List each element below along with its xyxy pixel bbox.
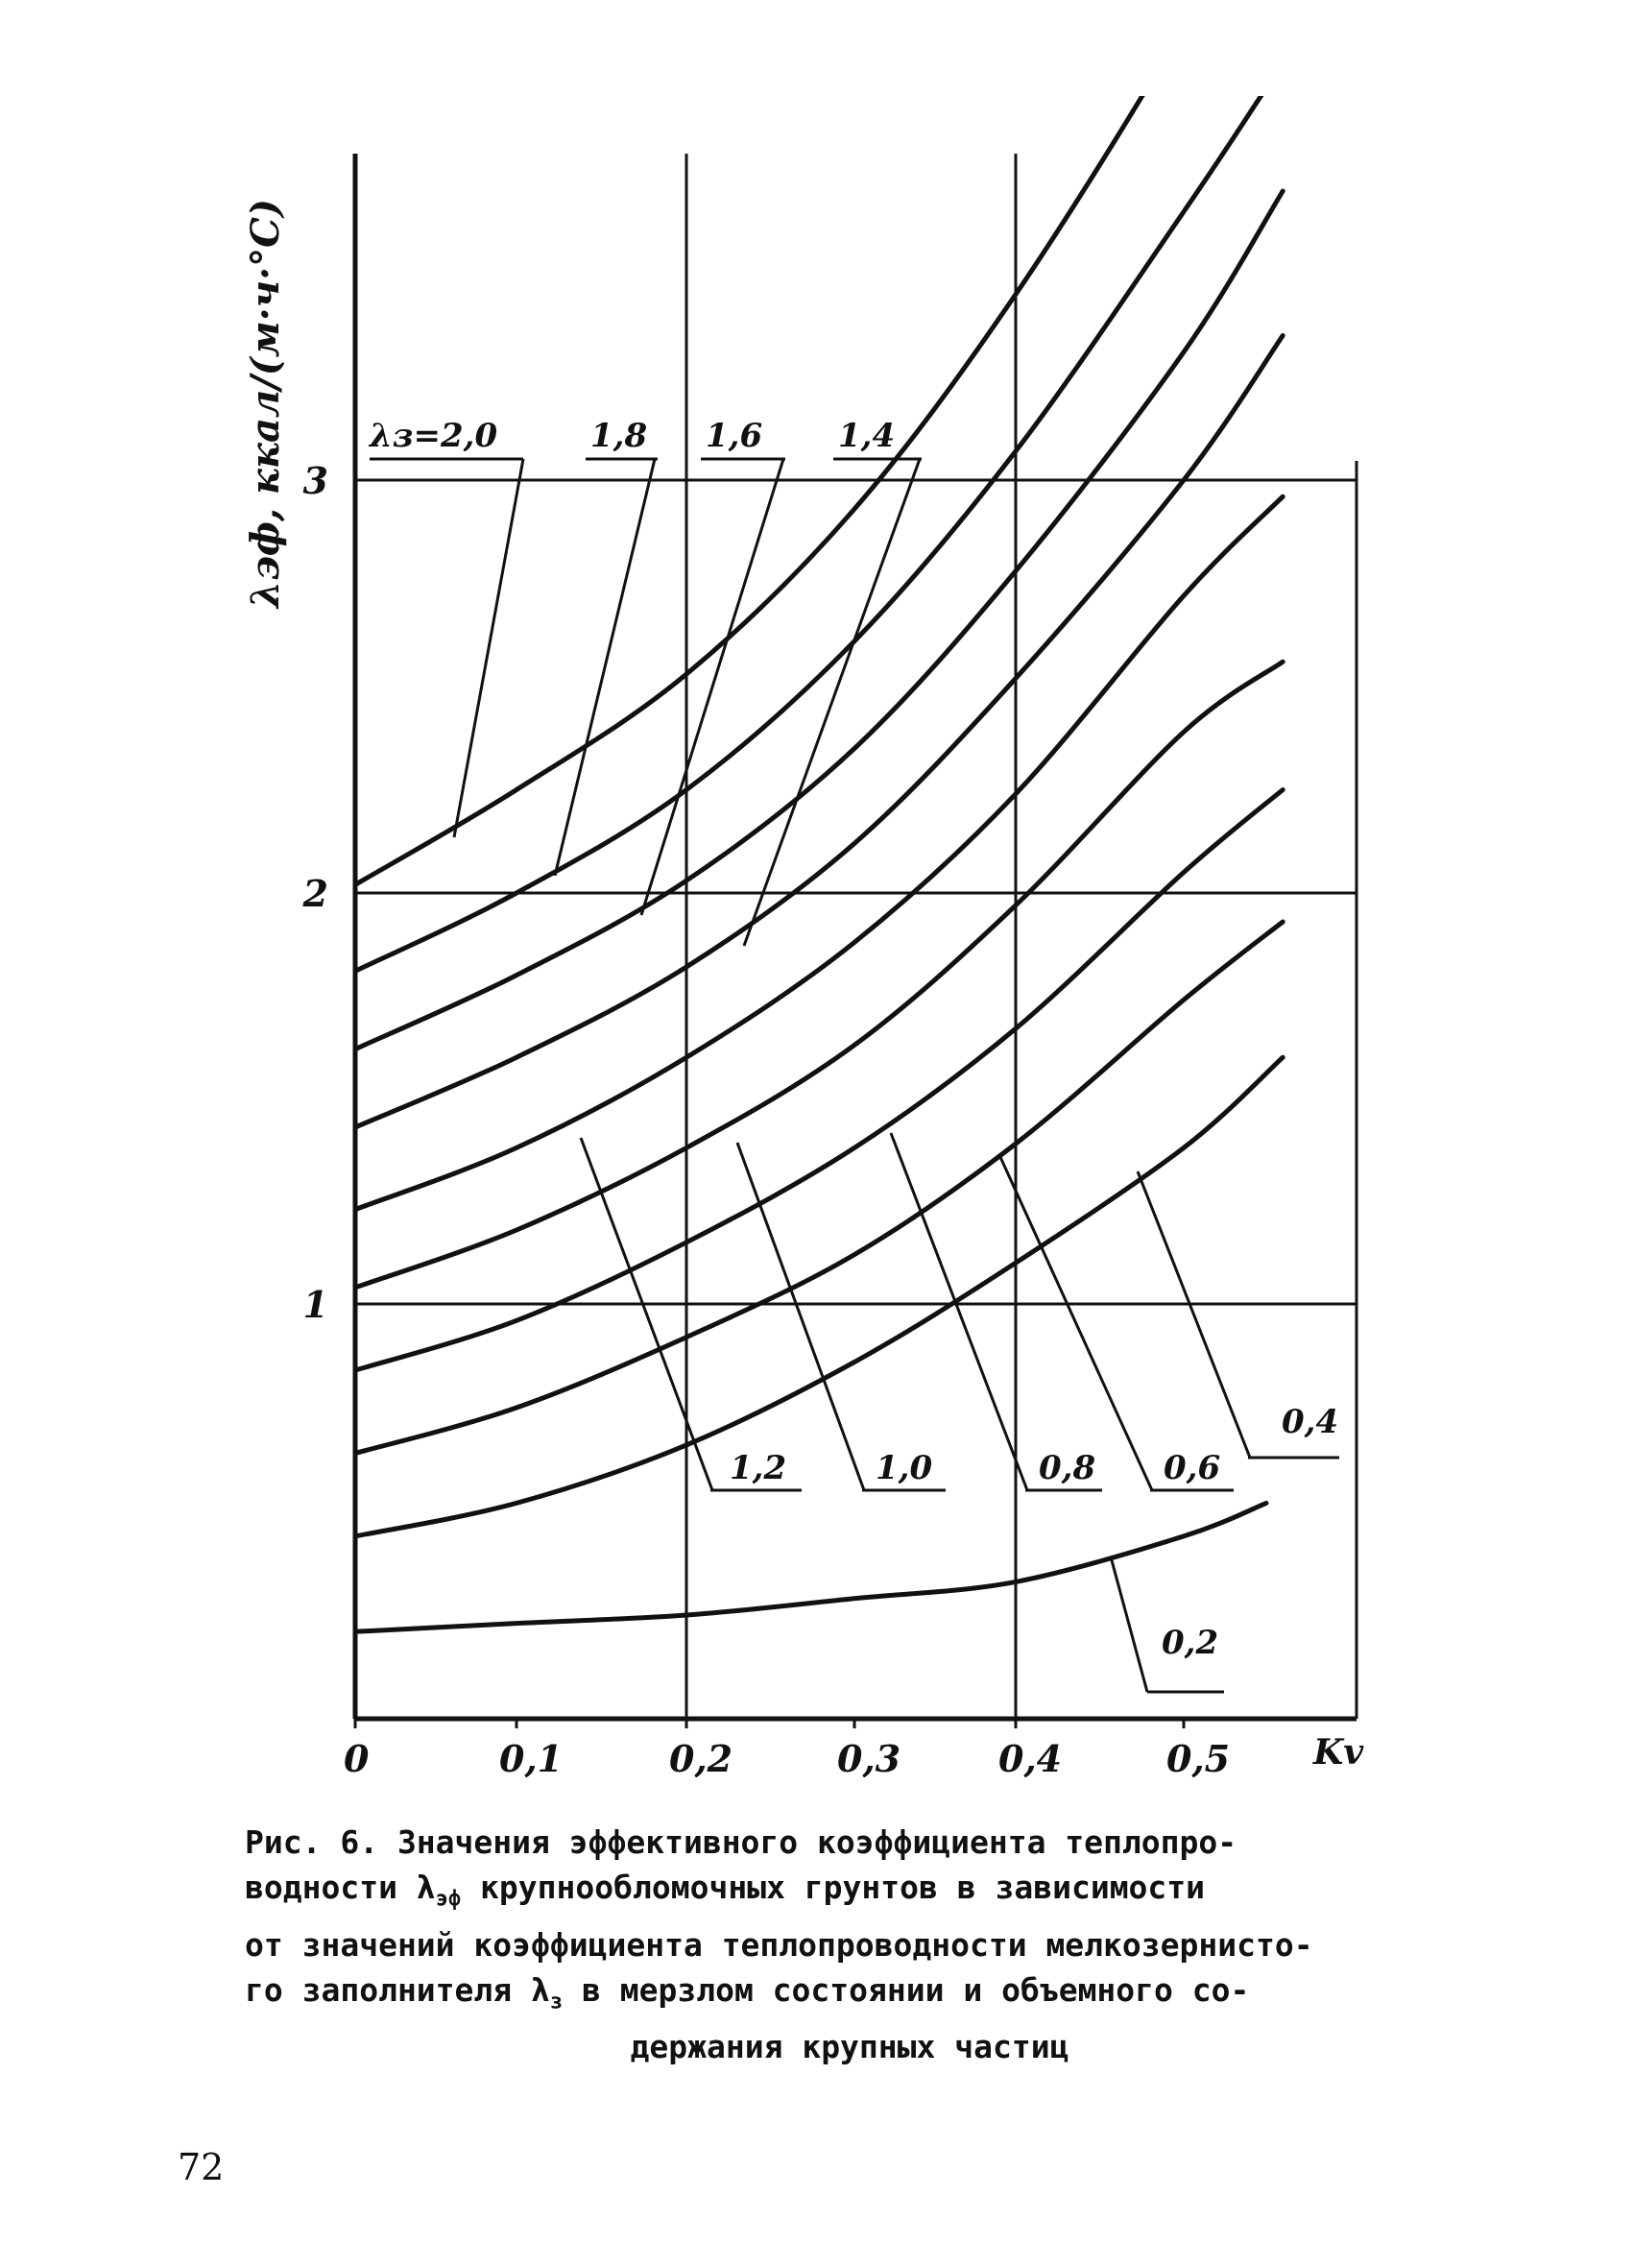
caption-sub-z: з (549, 1990, 564, 2015)
caption-text-4a: го заполнителя λ (245, 1970, 550, 2009)
x-tick-label-0: 0 (344, 1737, 370, 1780)
y-ticks (302, 459, 328, 1326)
page-number: 72 (178, 2146, 225, 2188)
x-ticks (344, 1719, 1230, 1780)
curve-series-6 (355, 790, 1283, 1371)
y-tick-label-1: 2 (302, 872, 328, 915)
curve-label-0: λз=2,0 (370, 417, 498, 455)
curve-label-6: 0,8 (1039, 1449, 1096, 1487)
leader-line-2 (641, 459, 783, 915)
y-axis-title: λэф, ккал/(м·ч·°С) (243, 199, 288, 608)
caption-line-2 (245, 1865, 1454, 1922)
curves (355, 0, 1283, 1631)
y-tick-label-0: 1 (302, 1283, 328, 1326)
x-tick-label-1: 0,1 (499, 1737, 564, 1780)
curve-series-9 (355, 1503, 1266, 1631)
curve-series-8 (355, 1057, 1283, 1536)
caption-text-3: от значений коэффициента теплопроводности мелкозернисто- (245, 1925, 1313, 1964)
caption-text-2a: водности λ (245, 1869, 436, 1906)
curve-label-9: 0,2 (1162, 1624, 1219, 1662)
caption-line-3 (245, 1922, 1454, 1967)
caption-text-4b: в мерзлом состоянии и объемного со- (563, 1970, 1250, 2009)
caption-text-5: держания крупных частиц (630, 2028, 1069, 2066)
curve-series-4 (355, 496, 1283, 1209)
y-tick-label-2: 3 (302, 459, 328, 502)
x-tick-label-4: 0,4 (998, 1737, 1063, 1780)
caption-text-1: Рис. 6. Значения эффективного коэффициента теплопро- (245, 1823, 1237, 1861)
x-axis-title: Kv (1313, 1732, 1364, 1773)
x-tick-label-5: 0,5 (1166, 1737, 1231, 1780)
curve-label-3: 1,4 (838, 417, 896, 455)
leader-line-9 (1112, 1560, 1147, 1692)
curve-label-1: 1,8 (590, 417, 648, 455)
leader-lines (370, 459, 1339, 1692)
leader-line-1 (555, 459, 655, 876)
curve-series-1 (355, 88, 1266, 972)
caption-line-5 (245, 2024, 1454, 2069)
leader-line-7 (1000, 1157, 1152, 1490)
curve-label-2: 1,6 (706, 417, 763, 455)
curve-label-4: 1,2 (730, 1449, 787, 1487)
x-tick-label-3: 0,3 (837, 1737, 901, 1780)
caption-line-1 (245, 1820, 1454, 1865)
leader-line-0 (454, 459, 523, 837)
leader-line-8 (1138, 1171, 1250, 1458)
leader-line-4 (581, 1138, 712, 1490)
caption-line-4 (245, 1967, 1454, 2025)
leader-line-5 (737, 1143, 864, 1490)
x-tick-label-2: 0,2 (669, 1737, 733, 1780)
curve-series-5 (355, 662, 1283, 1288)
curve-labels (368, 417, 1338, 1662)
caption-text-2b: крупнообломочных грунтов в зависимости (461, 1869, 1206, 1906)
figure-caption (245, 1820, 1454, 2069)
caption-sub-eff: эф (435, 1887, 462, 1912)
curve-label-7: 0,6 (1164, 1449, 1221, 1487)
curve-label-8: 0,4 (1282, 1403, 1339, 1441)
curve-label-5: 1,0 (876, 1449, 933, 1487)
